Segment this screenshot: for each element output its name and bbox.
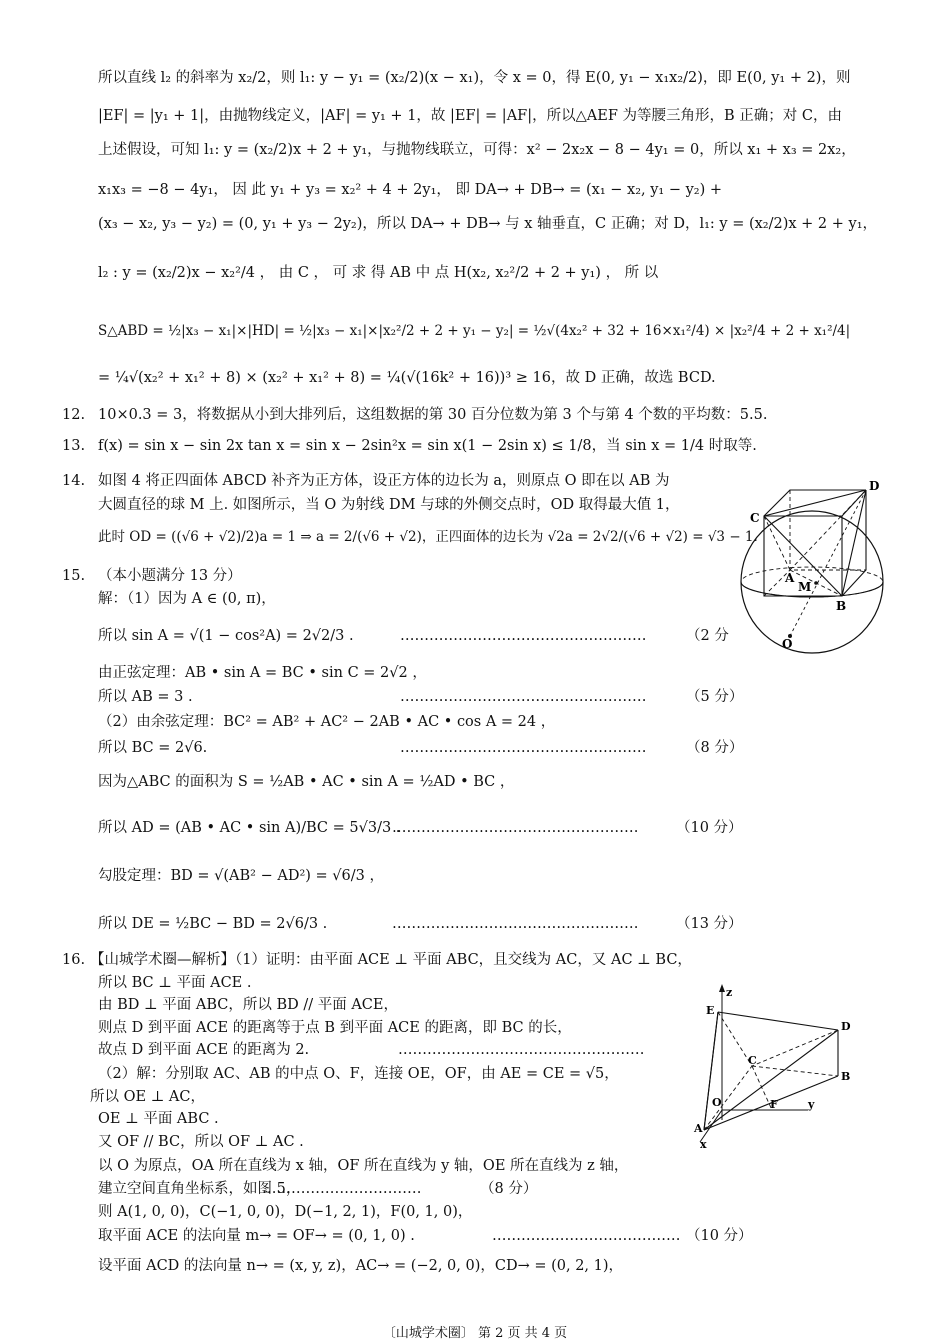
q14-number: 14. xyxy=(62,473,86,489)
q15-line-4: 所以 AB = 3 . xyxy=(98,689,193,705)
q16-line-10: 以 O 为原点，OA 所在直线为 x 轴，OF 所在直线为 y 轴，OE 所在直线为 z 轴， xyxy=(98,1158,629,1174)
q14-line-3: 此时 OD = ((√6 + √2)/2)a = 1 ⇒ a = 2/(√6 + √2)，正四面体的边长为 √2a = 2√2/(√6 + √2) = √3 − 1. xyxy=(98,529,758,545)
fig5-label-f: F xyxy=(770,1098,778,1111)
q16-line-4: 则点 D 到平面 ACE 的距离等于点 B 到平面 ACE 的距离，即 BC 的长， xyxy=(98,1020,572,1036)
q11-line-6: l₂ : y = (x₂/2)x − x₂²/4 ， 由 C ， 可 求 得 AB 中 点 H(x₂, x₂²/2 + 2 + y₁) ， 所 以 xyxy=(98,265,659,281)
q13-text: f(x) = sin x − sin 2x tan x = sin x − 2sin²x = sin x(1 − 2sin x) ≤ 1/8，当 sin x = 1/4 时取等. xyxy=(98,438,757,454)
figure-4-cube-sphere xyxy=(738,478,890,654)
q16-line-11: 建立空间直角坐标系，如图 5， xyxy=(98,1181,301,1197)
q11-line-4: x₁x₃ = −8 − 4y₁， 因 此 y₁ + y₃ = x₂² + 4 + 2y₁， 即 DA→ + DB→ = (x₁ − x₂, y₁ − y₂) + xyxy=(98,182,723,198)
fig5-label-b: B xyxy=(841,1070,851,1083)
page-footer: 〔山城学术圈〕 第 2 页 共 4 页 xyxy=(382,1326,568,1341)
fig5-label-e: E xyxy=(706,1004,715,1017)
q16-line-7: 所以 OE ⊥ AC， xyxy=(90,1089,206,1105)
q16-dots-8: …………………………… xyxy=(262,1181,422,1197)
fig4-label-o: O xyxy=(782,637,793,651)
q16-dots-1: …………………………………………… xyxy=(398,1042,645,1058)
fig5-label-a: A xyxy=(694,1122,703,1135)
q16-number: 16. xyxy=(62,952,86,968)
q15-line-9: 勾股定理：BD = √(AB² − AD²) = √6/3 ， xyxy=(98,868,384,884)
q11-line-7: S△ABD = ½|x₃ − x₁|×|HD| = ½|x₃ − x₁|×|x₂²/2 + 2 + y₁ − y₂| = ½√(4x₂² + 32 + 16×x₁²/4) × |x₂²/4 + 2 + x₁²/4| xyxy=(98,323,851,339)
q15-dots-5: …………………………………………… xyxy=(400,689,647,705)
q16-line-9: 又 OF // BC，所以 OF ⊥ AC . xyxy=(98,1134,304,1150)
fig5-label-d: D xyxy=(841,1020,851,1033)
q15-line-6: 所以 BC = 2√6. xyxy=(98,740,208,756)
q15-line-7: 因为△ABC 的面积为 S = ½AB • AC • sin A = ½AD • BC ， xyxy=(98,774,515,790)
q15-dots-13: …………………………………………… xyxy=(392,916,639,932)
fig5-label-y: y xyxy=(808,1098,815,1111)
figure-5-solid xyxy=(690,980,870,1155)
fig5-label-o: O xyxy=(712,1096,722,1109)
q16-dots-10: ………………………………… xyxy=(492,1228,681,1244)
q16-score-10: （10 分） xyxy=(686,1228,753,1244)
q15-score-5: （5 分） xyxy=(686,689,744,705)
q13-number: 13. xyxy=(62,438,86,454)
q15-dots-10: …………………………………………… xyxy=(392,820,639,836)
q15-line-3: 由正弦定理：AB • sin A = BC • sin C = 2√2 ， xyxy=(98,665,427,681)
q12-text: 10×0.3 = 3，将数据从小到大排列后，这组数据的第 30 百分位数为第 3 个与第 4 个数的平均数：5.5. xyxy=(98,407,768,423)
fig4-label-d: D xyxy=(869,479,880,493)
q11-line-3: 上述假设，可知 l₁: y = (x₂/2)x + 2 + y₁，与抛物线联立，可得：x² − 2x₂x − 8 − 4y₁ = 0，所以 x₁ + x₃ = 2x₂， xyxy=(98,142,856,158)
fig4-label-b: B xyxy=(836,599,847,613)
fig5-label-z: z xyxy=(726,986,733,999)
q11-line-5: (x₃ − x₂, y₃ − y₂) = (0, y₁ + y₃ − 2y₂)，所以 DA→ + DB→ 与 x 轴垂直，C 正确；对 D，l₁: y = (x₂/2)x + 2 + y₁， xyxy=(98,216,878,232)
q15-line-10: 所以 DE = ½BC − BD = 2√6/3 . xyxy=(98,916,328,932)
q15-line-2: 所以 sin A = √(1 − cos²A) = 2√2/3 . xyxy=(98,628,354,644)
q15-dots-2: …………………………………………… xyxy=(400,628,647,644)
q11-line-1: 所以直线 l₂ 的斜率为 x₂/2，则 l₁: y − y₁ = (x₂/2)(x − x₁)，令 x = 0，得 E(0, y₁ − x₁x₂/2)，即 E(0, y₁ + 2)，则 xyxy=(98,70,851,86)
q16-line-6: （2）解：分别取 AC、AB 的中点 O、F，连接 OE，OF，由 AE = CE = √5， xyxy=(98,1066,619,1082)
q16-line-12: 则 A(1, 0, 0)，C(−1, 0, 0)，D(−1, 2, 1)，F(0, 1, 0)， xyxy=(98,1204,473,1220)
q11-line-2: |EF| = |y₁ + 1|，由抛物线定义，|AF| = y₁ + 1，故 |EF| = |AF|，所以△AEF 为等腰三角形，B 正确；对 C，由 xyxy=(98,108,842,124)
fig4-label-c: C xyxy=(750,511,760,525)
q16-line-3: 由 BD ⊥ 平面 ABC，所以 BD // 平面 ACE， xyxy=(98,997,398,1013)
q15-header: （本小题满分 13 分） xyxy=(98,568,242,584)
fig4-label-m: M xyxy=(798,580,812,594)
q15-number: 15. xyxy=(62,568,86,584)
q15-line-1: 解：（1）因为 A ∈ (0, π)， xyxy=(98,591,276,607)
q16-line-14: 设平面 ACD 的法向量 n→ = (x, y, z)，AC→ = (−2, 0, 0)，CD→ = (0, 2, 1)， xyxy=(98,1258,624,1274)
q15-dots-8: …………………………………………… xyxy=(400,740,647,756)
q15-score-8: （8 分） xyxy=(686,740,744,756)
q14-line-1: 如图 4 将正四面体 ABCD 补齐为正方体，设正方体的边长为 a，则原点 O 即在以 AB 为 xyxy=(98,473,670,489)
q16-score-8: （8 分） xyxy=(480,1181,538,1197)
fig5-label-x: x xyxy=(700,1138,707,1151)
q16-line-5: 故点 D 到平面 ACE 的距离为 2. xyxy=(98,1042,310,1058)
q16-line-2: 所以 BC ⊥ 平面 ACE . xyxy=(98,975,252,991)
q15-score-2: （2 分 xyxy=(686,628,729,644)
q11-line-8: = ¼√(x₂² + x₁² + 8) × (x₂² + x₁² + 8) = ¼(√(16k² + 16))³ ≥ 16，故 D 正确，故选 BCD. xyxy=(98,370,716,386)
q15-line-5: （2）由余弦定理：BC² = AB² + AC² − 2AB • AC • cos A = 24 ， xyxy=(98,714,556,730)
q16-line-13: 取平面 ACE 的法向量 m→ = OF→ = (0, 1, 0) . xyxy=(98,1228,415,1244)
fig4-label-a: A xyxy=(785,571,795,585)
q16-line-1: 【山城学术圈—解析】（1）证明：由平面 ACE ⊥ 平面 ABC，且交线为 AC，又 AC ⊥ BC， xyxy=(90,952,692,968)
q16-line-8: OE ⊥ 平面 ABC . xyxy=(98,1111,219,1127)
fig5-label-c: C xyxy=(748,1054,757,1067)
q15-score-13: （13 分） xyxy=(676,916,743,932)
q15-line-8: 所以 AD = (AB • AC • sin A)/BC = 5√3/3 . xyxy=(98,820,401,836)
q12-number: 12. xyxy=(62,407,86,423)
q15-score-10: （10 分） xyxy=(676,820,743,836)
q14-line-2: 大圆直径的球 M 上. 如图所示，当 O 为射线 DM 与球的外侧交点时，OD 取得最大值 1， xyxy=(98,497,680,513)
